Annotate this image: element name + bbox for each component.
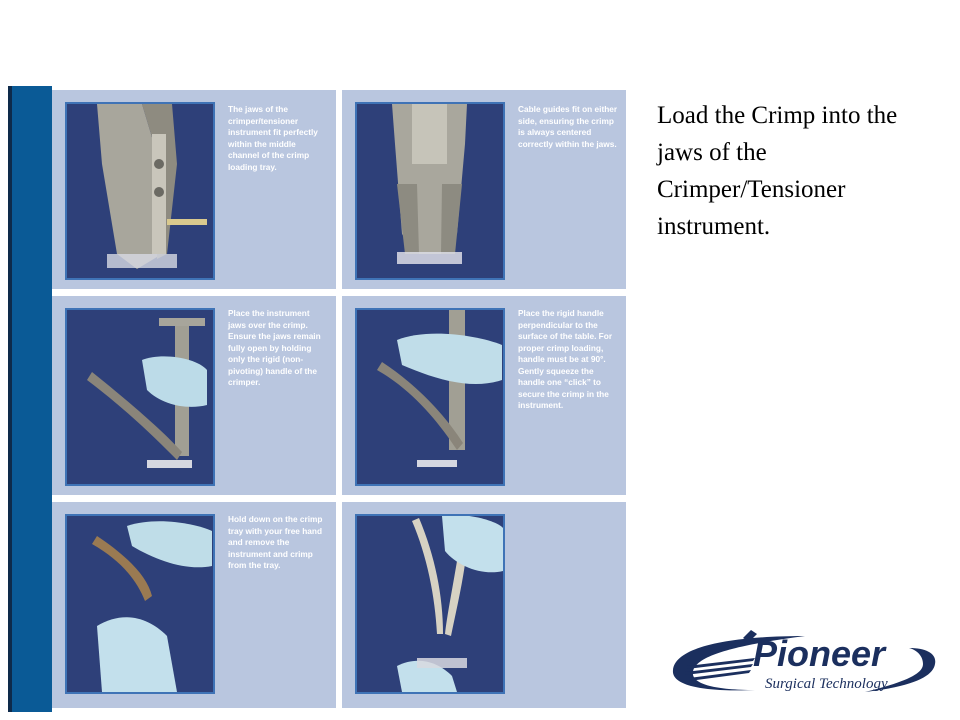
step-caption-4: Place the rigid handle perpendicular to the surface of the table. For proper crimp loading, handle must be at 90°. Gently squeeze the handle one “click” to secure the crimp in the instrument. bbox=[518, 308, 613, 410]
step-panel-1 bbox=[52, 90, 336, 289]
step-caption-5: Hold down on the crimp tray with your free hand and remove the instrument and crimp from the tray. bbox=[228, 514, 323, 570]
step-photo-3 bbox=[65, 308, 215, 486]
step-panel-3 bbox=[52, 296, 336, 495]
slide-body-text: Load the Crimp into the jaws of the Crimper/Tensioner instrument. bbox=[657, 102, 898, 240]
step-panel-5 bbox=[52, 502, 336, 708]
step-caption-1: The jaws of the crimper/tensioner instrument fit perfectly within the middle channel of the crimp loading tray. bbox=[228, 104, 318, 172]
step-photo-2 bbox=[355, 102, 505, 280]
pioneer-logo bbox=[665, 628, 945, 698]
instruction-document bbox=[52, 86, 633, 712]
step-photo-6 bbox=[355, 514, 505, 694]
step-caption-2: Cable guides fit on either side, ensuring the crimp is always centered correctly within the jaws. bbox=[518, 104, 618, 149]
step-photo-4 bbox=[355, 308, 505, 486]
step-caption-3: Place the instrument jaws over the crimp. Ensure the jaws remain fully open by holding only the rigid (non-pivoting) handle of the crimper. bbox=[228, 308, 321, 387]
step-photo-5 bbox=[65, 514, 215, 694]
step-photo-1 bbox=[65, 102, 215, 280]
step-panel-6 bbox=[342, 502, 626, 708]
step-panel-2 bbox=[342, 90, 626, 289]
step-panel-4 bbox=[342, 296, 626, 495]
svg-text:Pioneer: Pioneer bbox=[753, 633, 886, 674]
svg-text:Surgical Technology: Surgical Technology bbox=[765, 676, 888, 692]
